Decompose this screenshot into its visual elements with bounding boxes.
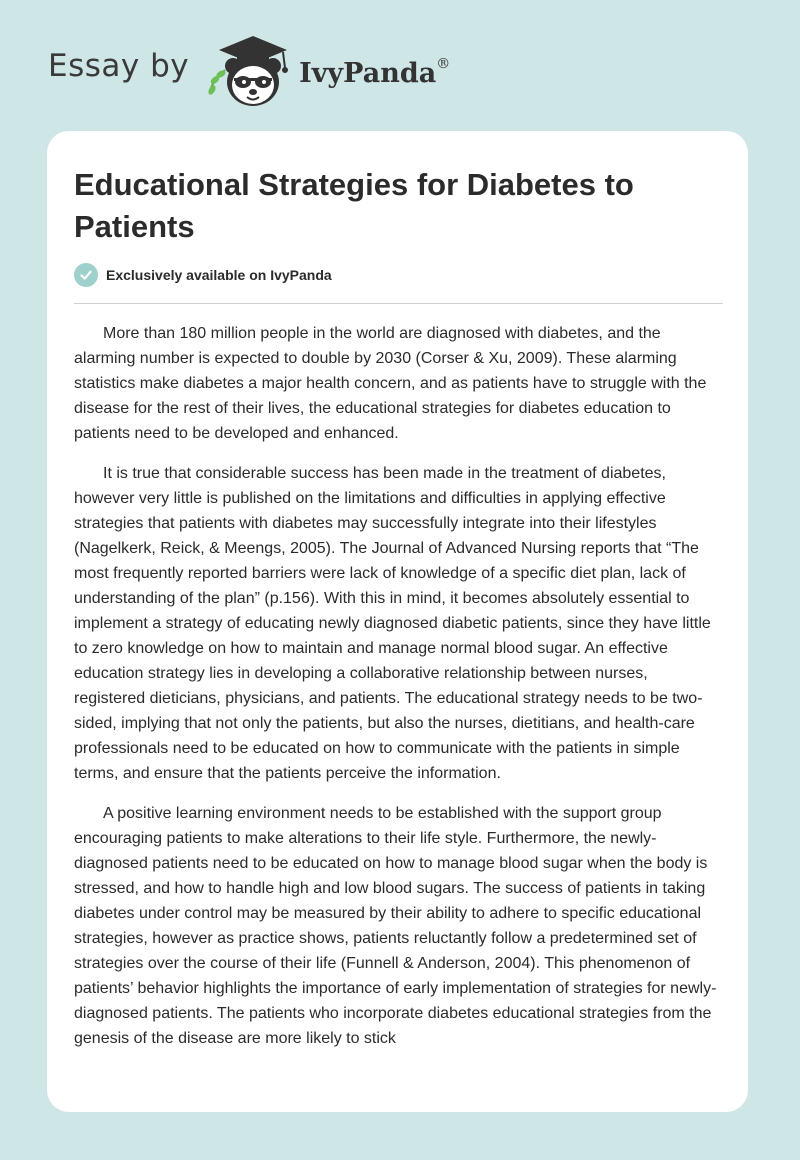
page-title: Educational Strategies for Diabetes to Patients bbox=[74, 167, 634, 244]
panda-graduate-icon[interactable] bbox=[203, 30, 295, 110]
paragraph: More than 180 million people in the world are diagnosed with diabetes, and the alarming number is expected to double by 2030 (Corser & Xu, 2009). These alarming statistics make diabetes a major health concern, and as patients have to struggle with the disease for the rest of their lives, the educational strategies for diabetes education to patients need to be developed and enhanced. bbox=[74, 325, 707, 442]
check-icon bbox=[74, 263, 98, 287]
essay-card bbox=[47, 131, 748, 1112]
brand-name[interactable]: IvyPanda® bbox=[299, 55, 451, 89]
registered-mark: ® bbox=[436, 55, 451, 72]
paragraph: A positive learning environment needs to be established with the support group encouraging patients to make alterations to their life style. Furthermore, the newly-diagnosed patients need to be educated on how to manage blood sugar when the body is stressed, and how to handle high and low blood sugars. The success of patients in taking diabetes under control may be measured by their ability to adhere to specific educational strategies, however as practice shows, patients reluctantly follow a predetermined set of strategies over the course of their life (Funnell & Anderson, 2004). This phenomenon of patients’ behavior highlights the importance of early implementation of strategies for newly-diagnosed patients. The patients who incorporate diabetes educational strategies from the genesis of the disease are more likely to stick bbox=[74, 805, 717, 1047]
paragraph: It is true that considerable success has been made in the treatment of diabetes, however very little is published on the limitations and difficulties in applying effective strategies that patients with diabetes may successfully integrate into their lifestyles (Nagelkerk, Reick, & Meengs, 2005). The Journal of Advanced Nursing reports that “The most frequently reported barriers were lack of knowledge of a specific diet plan, lack of understanding of the plan” (p.156). With this in mind, it becomes absolutely essential to implement a strategy of educating newly diagnosed diabetic patients, since they have little to zero knowledge on how to maintain and manage normal blood sugar. An effective education strategy lies in developing a collaborative relationship between nurses, registered dieticians, physicians, and patients. The educational strategy needs to be two-sided, implying that not only the patients, but also the nurses, dietitians, and health-care professionals need to be educated on how to communicate with the patients in simple terms, and ensure that the patients perceive the information. bbox=[74, 465, 711, 782]
exclusive-label: Exclusively available on IvyPanda bbox=[106, 267, 332, 283]
brand-prefix: Essay by bbox=[48, 48, 190, 84]
exclusive-badge bbox=[74, 263, 332, 287]
essay-body bbox=[74, 321, 723, 1066]
divider bbox=[74, 303, 723, 304]
site-header bbox=[48, 30, 548, 110]
